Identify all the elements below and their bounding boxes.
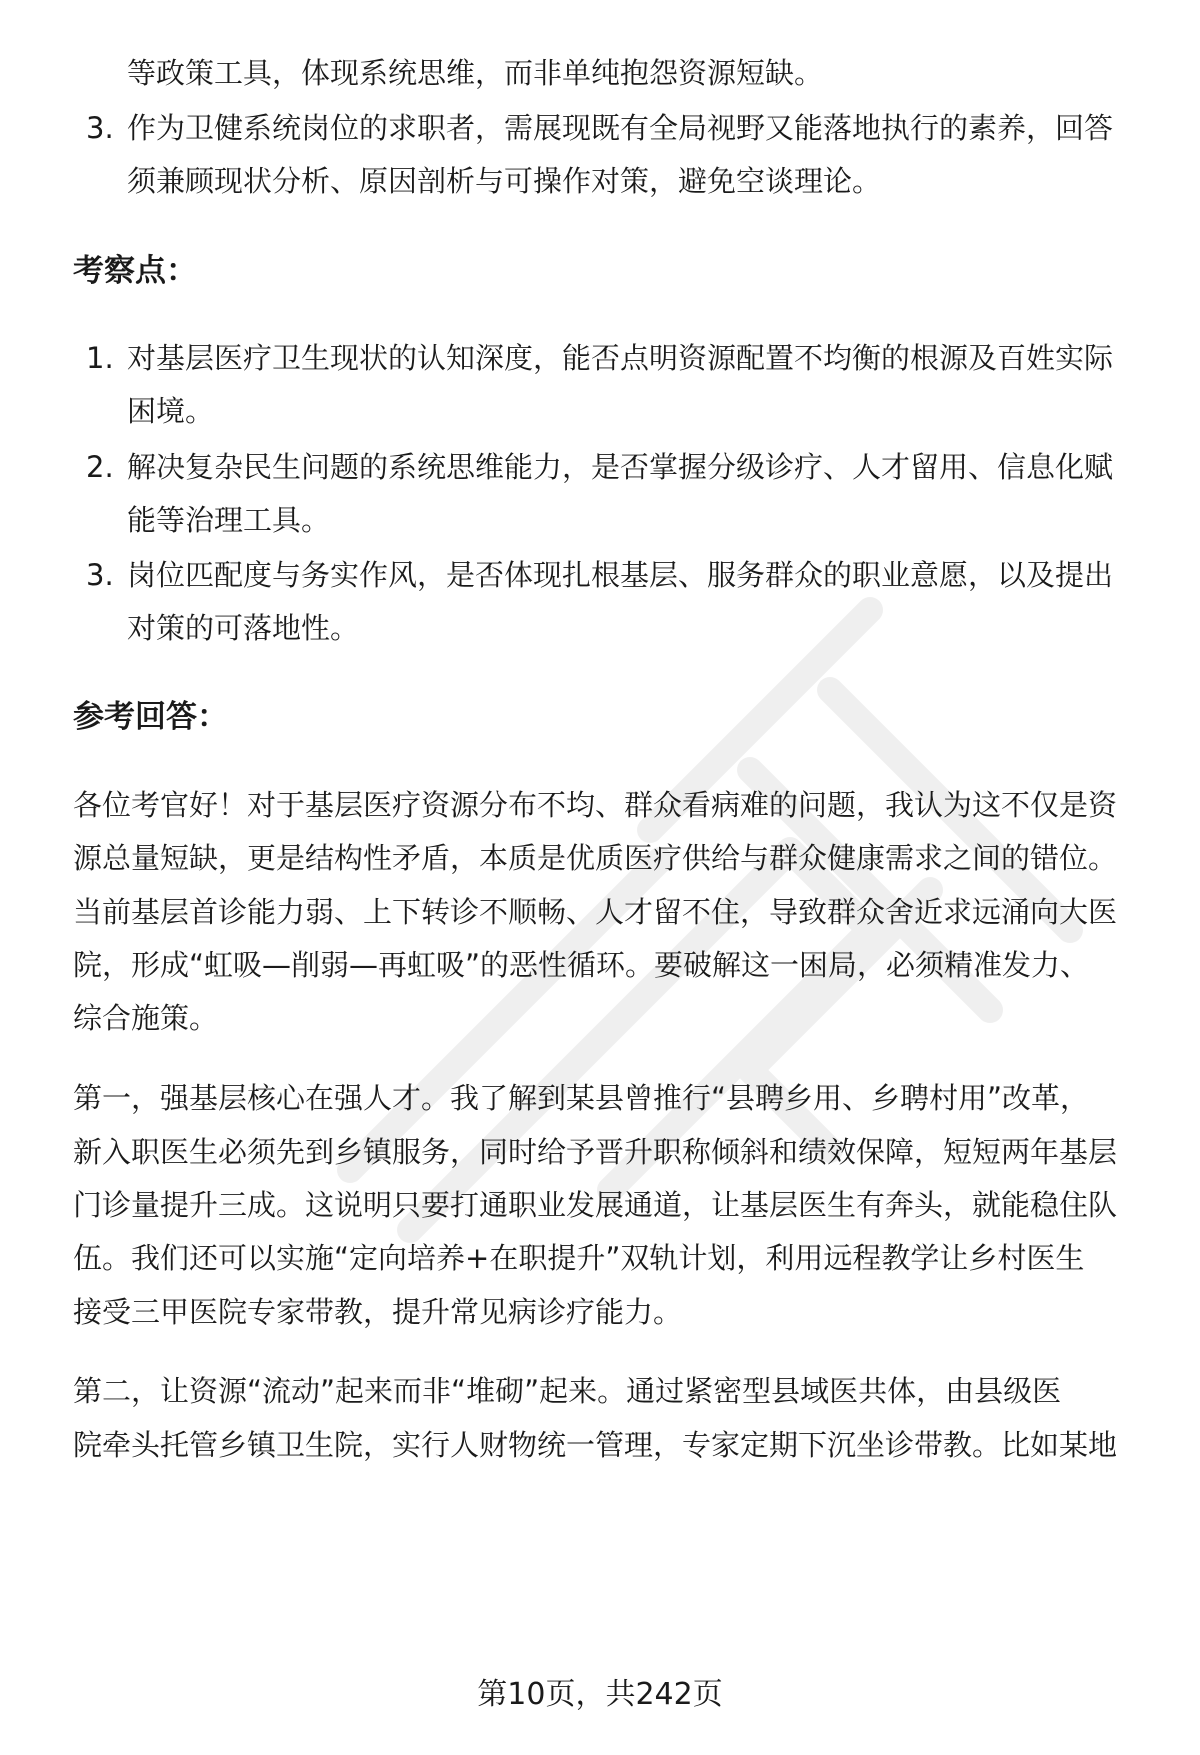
paragraph-line: 接受三甲医院专家带教，提升常见病诊疗能力。 — [73, 1295, 683, 1329]
paragraph-line: 第一，强基层核心在强人才。我了解到某县曾推行“县聘乡用、乡聘村用”改革， — [73, 1081, 1090, 1115]
list-text-continued: 对策的可落地性。 — [127, 611, 360, 645]
paragraph-line: 伍。我们还可以实施“定向培养+在职提升”双轨计划，利用远程教学让乡村医生 — [73, 1241, 1085, 1275]
section-heading-examination: 考察点： — [73, 253, 197, 289]
list-number: 3. — [86, 558, 114, 592]
list-item — [86, 558, 1166, 593]
page-number-footer: 第10页，共242页 — [477, 1677, 723, 1712]
section-heading-reference-answer: 参考回答： — [73, 699, 228, 735]
list-text: 解决复杂民生问题的系统思维能力，是否掌握分级诊疗、人才留用、信息化赋 — [127, 450, 1114, 484]
list-text: 岗位匹配度与务实作风，是否体现扎根基层、服务群众的职业意愿，以及提出 — [127, 558, 1114, 592]
paragraph-line: 各位考官好！对于基层医疗资源分布不均、群众看病难的问题，我认为这不仅是资 — [73, 788, 1118, 822]
paragraph-line: 第二，让资源“流动”起来而非“堆砌”起来。通过紧密型县域医共体，由县级医 — [73, 1374, 1062, 1408]
paragraph-line: 源总量短缺，更是结构性矛盾，本质是优质医疗供给与群众健康需求之间的错位。 — [73, 841, 1118, 875]
list-item — [86, 111, 1166, 146]
paragraph-line: 院，形成“虹吸—削弱—再虹吸”的恶性循环。要破解这一困局，必须精准发力、 — [73, 948, 1090, 982]
continuation-line: 等政策工具，体现系统思维，而非单纯抱怨资源短缺。 — [127, 56, 824, 90]
list-number: 1. — [86, 341, 114, 375]
list-text-continued: 须兼顾现状分析、原因剖析与可操作对策，避免空谈理论。 — [127, 164, 882, 198]
list-number: 3. — [86, 111, 114, 145]
paragraph-line: 当前基层首诊能力弱、上下转诊不顺畅、人才留不住，导致群众舍近求远涌向大医 — [73, 895, 1118, 929]
paragraph-line: 新入职医生必须先到乡镇服务，同时给予晋升职称倾斜和绩效保障，短短两年基层 — [73, 1135, 1118, 1169]
list-text: 对基层医疗卫生现状的认知深度，能否点明资源配置不均衡的根源及百姓实际 — [127, 341, 1114, 375]
list-item — [86, 341, 1166, 376]
paragraph-line: 院牵头托管乡镇卫生院，实行人财物统一管理，专家定期下沉坐诊带教。比如某地 — [73, 1428, 1118, 1462]
list-number: 2. — [86, 450, 114, 484]
list-text-continued: 困境。 — [127, 394, 215, 428]
list-text-continued: 能等治理工具。 — [127, 503, 331, 537]
paragraph-line: 综合施策。 — [73, 1001, 219, 1035]
list-text: 作为卫健系统岗位的求职者，需展现既有全局视野又能落地执行的素养，回答 — [127, 111, 1114, 145]
paragraph-line: 门诊量提升三成。这说明只要打通职业发展通道，让基层医生有奔头，就能稳住队 — [73, 1188, 1118, 1222]
list-item — [86, 450, 1166, 485]
